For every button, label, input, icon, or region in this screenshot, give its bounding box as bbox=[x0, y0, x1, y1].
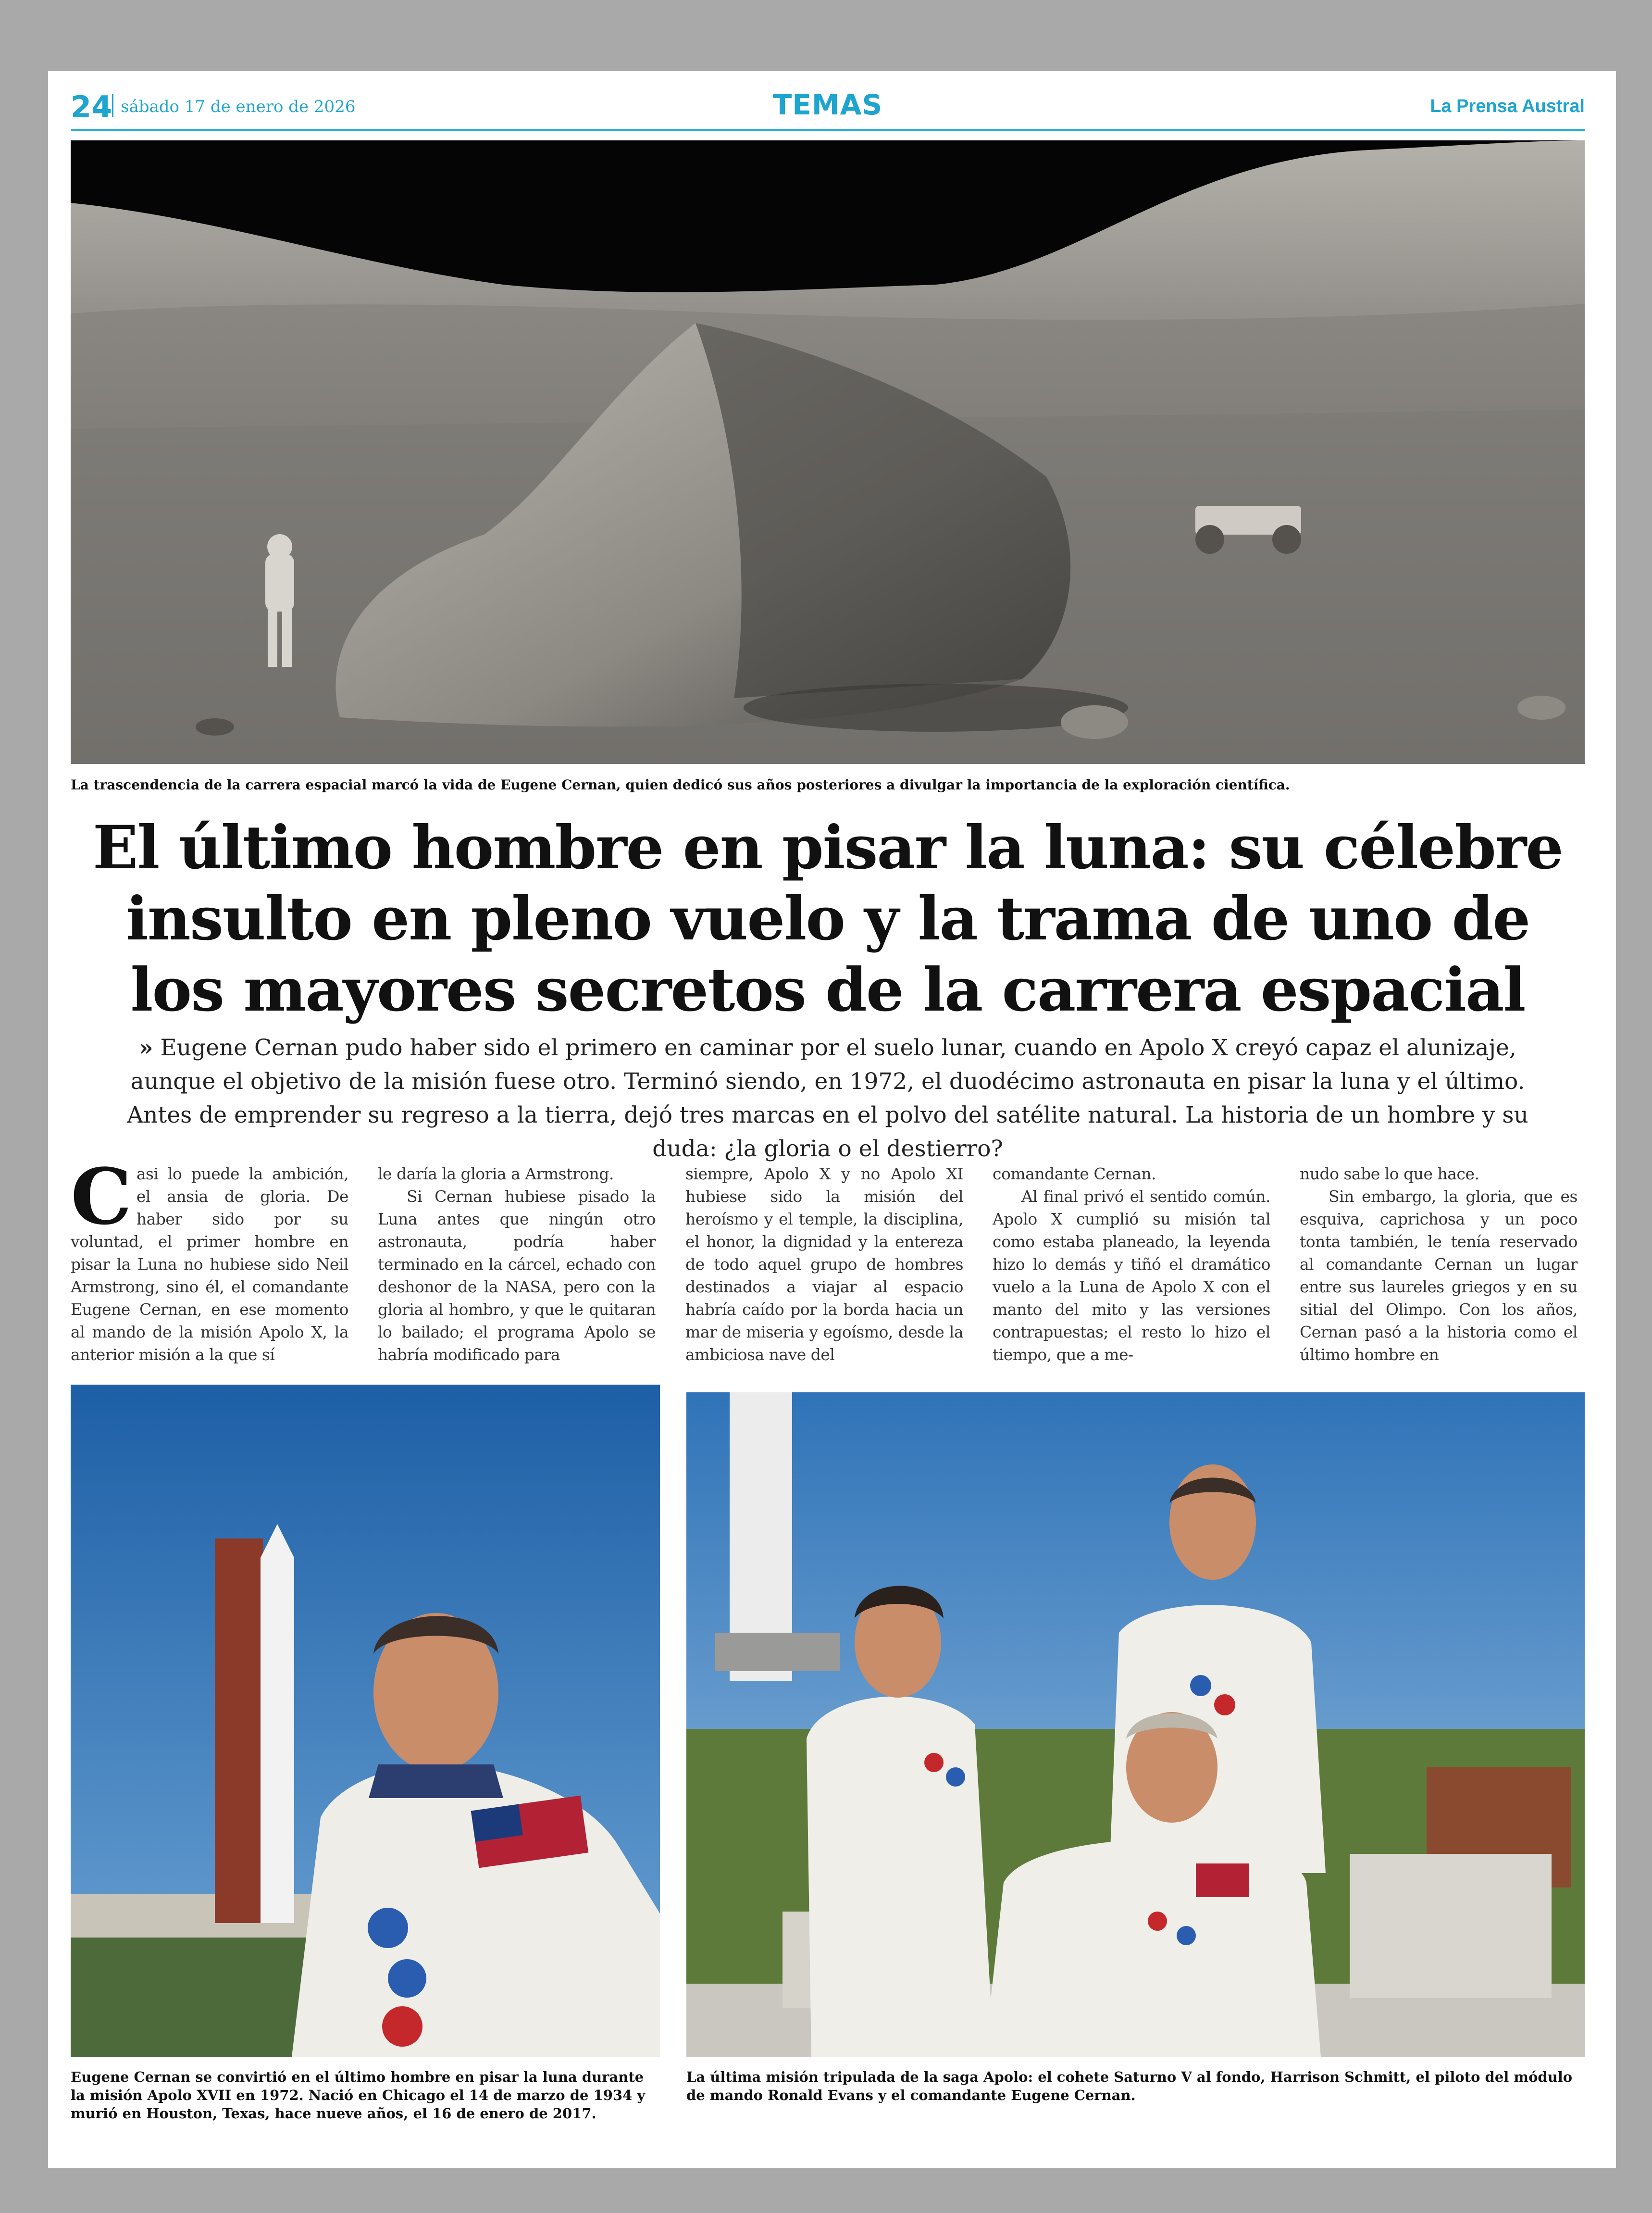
column-text: le daría la gloria a Armstrong. bbox=[378, 1164, 614, 1183]
column-text: Si Cernan hubiese pisado la Luna antes que ningún otro astronauta, podría haber terminado en la cárcel, echado con deshonor de la NASA, pero con la gloria al hombro, y que le quitaran lo bailado; el programa Apolo se habría modificado para bbox=[378, 1187, 656, 1364]
lead-text: Eugene Cernan pudo haber sido el primero en caminar por el suelo lunar, cuando en Apolo X creyó capaz el alunizaje, aunque el objetivo de la misión fuese otro. Terminó siendo, en 1972, el duodécimo astronauta en pisar la luna y el último. Antes de emprender su regreso a la tierra, dejó tres marcas en el polvo del satélite natural. La historia de un hombre y su duda: ¿la gloria o el destierro? bbox=[127, 1035, 1528, 1162]
body-column-2 bbox=[378, 1163, 656, 1366]
headline-line: insulto en pleno vuelo y la trama de uno de bbox=[125, 884, 1530, 954]
article-lead bbox=[101, 1031, 1554, 1166]
column-text: siempre, Apolo X y no Apolo XI hubiese sido la misión del heroísmo y el temple, la disciplina, el honor, la dignidad y la entereza de todo aquel grupo de hombres destinados a viajar al espacio habría caído por la borda hacia un mar de miseria y egoísmo, desde la ambiciosa nave del bbox=[685, 1164, 963, 1364]
headline-line: El último hombre en pisar la luna: su célebre bbox=[92, 813, 1563, 883]
drop-cap: C bbox=[71, 1151, 132, 1242]
column-text: Al final privó el sentido común. Apolo X cumplió su misión tal como estaba planeado, la leyenda hizo lo demás y tiñó el dramático vuelo a la Luna de Apolo X con el manto del mito y las versiones contrapuestas; el resto lo hizo el tiempo, que a me- bbox=[993, 1187, 1270, 1364]
lead-arrow-icon: » bbox=[139, 1035, 153, 1061]
body-column-5 bbox=[1300, 1163, 1577, 1366]
column-text: asi lo puede la ambición, el ansia de gloria. De haber sido por su voluntad, el primer hombre en pisar la Luna no hubiese sido Neil Armstrong, sino él, el comandante Eugene Cernan, en ese momento al mando de la misión Apolo X, la anterior misión a la que sí bbox=[71, 1164, 348, 1364]
crew-photo-caption: La última misión tripulada de la saga Apolo: el cohete Saturno V al fondo, Harrison Schmitt, el piloto del módulo de mando Ronald Evans y el comandante Eugene Cernan. bbox=[686, 2069, 1573, 2103]
portrait-photo-caption: Eugene Cernan se convirtió en el último hombre en pisar la luna durante la misión Apolo XVII en 1972. Nació en Chicago el 14 de marzo de 1934 y murió en Houston, Texas, hace nueve años, el 16 de enero de 2017. bbox=[71, 2069, 646, 2122]
moon-surface-photo bbox=[71, 140, 1585, 764]
top-photo-caption: La trascendencia de la carrera espacial marcó la vida de Eugene Cernan, quien dedicó sus años posteriores a divulgar la importancia de la exploración científica. bbox=[71, 777, 1290, 793]
headline-line: los mayores secretos de la carrera espacial bbox=[130, 955, 1525, 1025]
publication-name: La Prensa Austral bbox=[1430, 96, 1585, 116]
page-number: 24 bbox=[71, 89, 112, 125]
apollo-crew-photo bbox=[686, 1392, 1585, 2057]
column-text: Sin embargo, la gloria, que es esquiva, caprichosa y un poco tonta también, le tenía reservado al comandante Cernan un lugar entre sus laureles griegos y en su sitial del Olimpo. Con los años, Cernan pasó a la historia como el último hombre en bbox=[1300, 1187, 1577, 1364]
body-column-1 bbox=[71, 1151, 348, 1366]
column-text: comandante Cernan. bbox=[993, 1164, 1156, 1183]
column-text: nudo sabe lo que hace. bbox=[1300, 1164, 1479, 1183]
section-title: TEMAS bbox=[772, 88, 883, 121]
body-column-4 bbox=[993, 1163, 1270, 1366]
body-column-3 bbox=[685, 1163, 963, 1366]
newspaper-page bbox=[48, 71, 1616, 2168]
page-header bbox=[71, 90, 1585, 131]
issue-date: sábado 17 de enero de 2026 bbox=[121, 97, 356, 116]
article-headline bbox=[71, 813, 1585, 1026]
cernan-portrait-photo bbox=[71, 1385, 660, 2057]
